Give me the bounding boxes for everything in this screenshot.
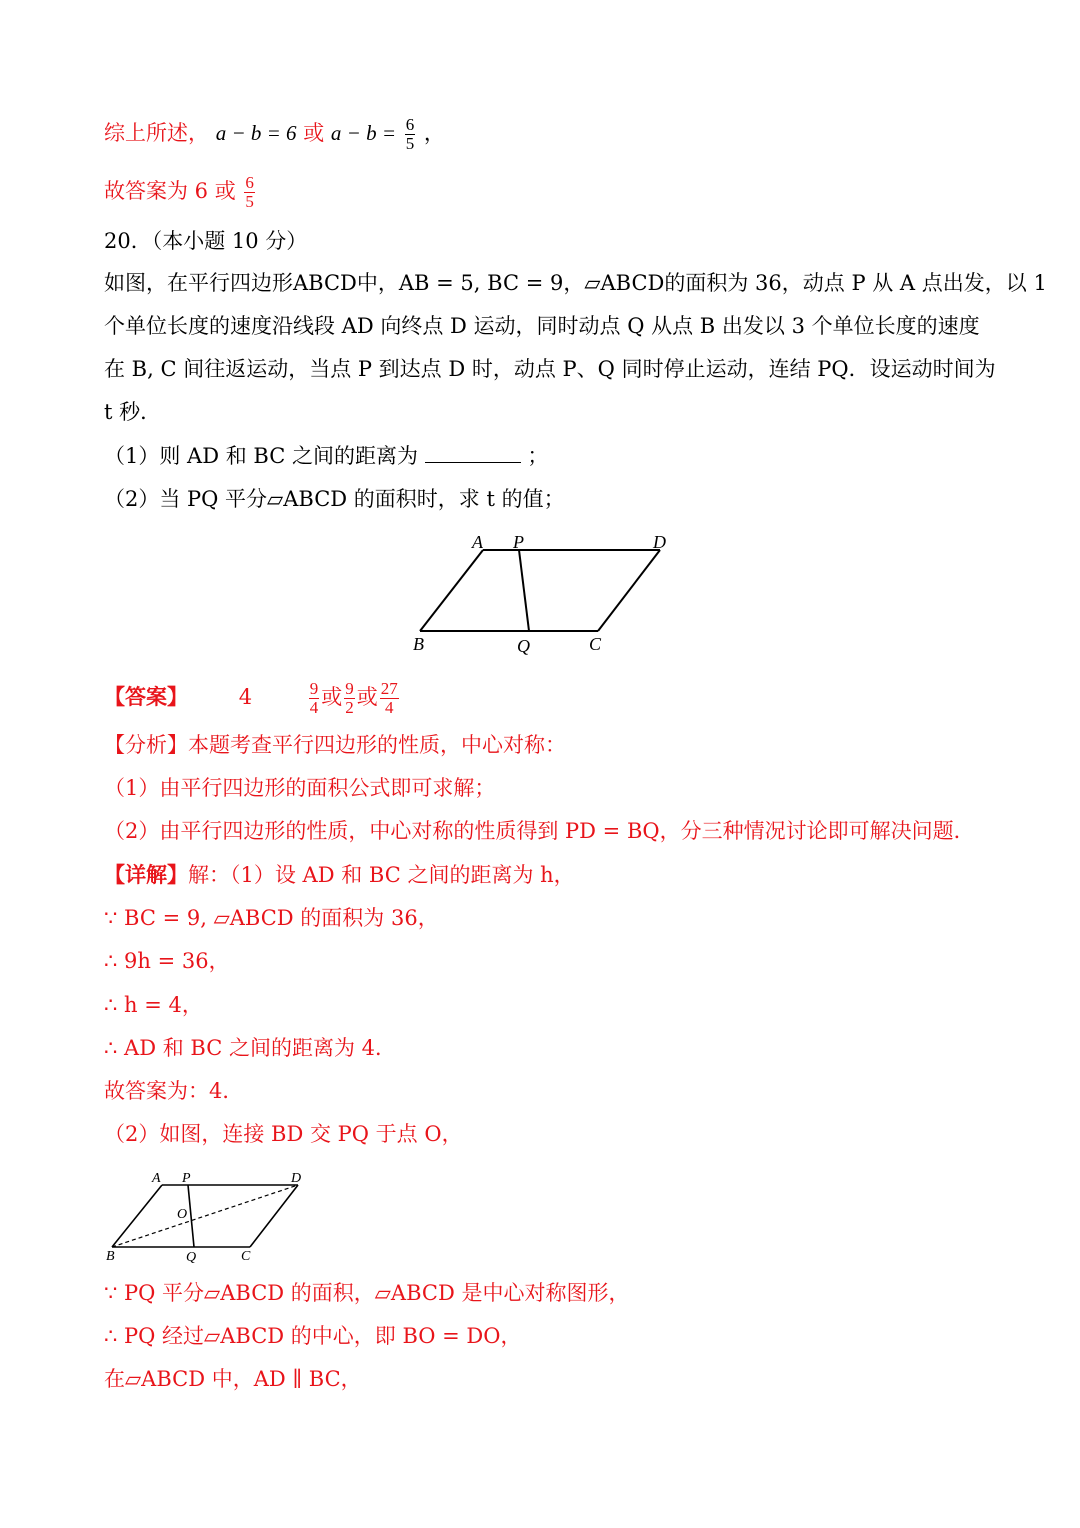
label-p-2: P [182, 1171, 191, 1186]
analysis-2: （2）由平行四边形的性质，中心对称的性质得到 PD = BQ，分三种情况讨论即可解决问题． [104, 819, 975, 843]
parallelogram-figure-1 [405, 528, 685, 656]
detail-2: ∵ BC = 9, ▱ABCD 的面积为 36， [104, 906, 439, 930]
label-a-2: A [152, 1171, 161, 1186]
label-p: P [513, 532, 524, 552]
detail-4: ∴ h = 4， [104, 993, 203, 1017]
answer-frac-27-4: $\frac{27}{4}$ [380, 679, 398, 717]
detail-label: 【详解】 [104, 862, 188, 887]
segment-pq [519, 550, 529, 631]
or-text: 或 [303, 121, 325, 145]
equation-2: a − b = [330, 121, 396, 145]
label-d: D [653, 532, 666, 552]
analysis-1: （1）由平行四边形的面积公式即可求解； [104, 776, 496, 800]
detail-5: ∴ AD 和 BC 之间的距离为 4． [104, 1036, 396, 1060]
conclusion-text: 综上所述， [104, 121, 209, 145]
side-dc [598, 550, 660, 631]
question-para-4: t 秒． [104, 400, 162, 424]
answer-label: 【答案】 [104, 684, 188, 709]
segment-pq-2 [188, 1185, 194, 1247]
label-c-2: C [241, 1249, 251, 1264]
detail-8: ∵ PQ 平分▱ABCD 的面积，▱ABCD 是中心对称图形， [104, 1281, 630, 1305]
answer-summary-line [104, 174, 257, 211]
equation-1: a − b = 6 [215, 121, 297, 145]
question-header: 20．（本小题 10 分） [104, 229, 308, 253]
side-dc-2 [250, 1185, 298, 1247]
label-b: B [413, 634, 424, 654]
sub-question-2: （2）当 PQ 平分▱ABCD 的面积时，求 t 的值； [104, 487, 565, 511]
answer-blank [425, 442, 521, 463]
fraction-6-5: $\frac{6}{5}$ [405, 115, 415, 153]
side-ab-2 [112, 1185, 162, 1247]
analysis-header: 【分析】本题考查平行四边形的性质，中心对称： [104, 733, 566, 757]
detail-6: 故答案为：4． [104, 1079, 244, 1103]
side-ab [420, 550, 483, 631]
label-b-2: B [106, 1249, 115, 1264]
parallelogram-figure-2 [100, 1165, 320, 1265]
detail-1: 【详解】解：（1）设 AD 和 BC 之间的距离为 h， [104, 862, 575, 887]
diagonal-bd [112, 1185, 298, 1247]
label-d-2: D [291, 1171, 302, 1186]
label-o-2: O [177, 1207, 188, 1222]
answer-1: 4 [238, 685, 253, 709]
label-c: C [589, 634, 602, 654]
answer-frac-9-4: $\frac{9}{4}$ [309, 679, 319, 717]
question-para-1: 如图，在平行四边形ABCD中，AB = 5, BC = 9，▱ABCD的面积为 36，动点 P 从 A 点出发，以 1 [104, 271, 1047, 295]
answer-line: 【答案】 4 $\frac{9}{4}$ 或 $\frac{9}{2}$ 或 $\frac{27}{4}$ [104, 679, 398, 717]
label-q-2: Q [186, 1250, 197, 1265]
label-q: Q [517, 636, 530, 656]
answer-frac-9-2: $\frac{9}{2}$ [345, 679, 354, 717]
detail-7: （2）如图，连接 BD 交 PQ 于点 O， [104, 1122, 463, 1146]
detail-9: ∴ PQ 经过▱ABCD 的中心，即 BO = DO， [104, 1324, 522, 1348]
answer-summary-text: 故答案为 6 或 [104, 179, 236, 203]
sub-question-1: （1）则 AD 和 BC 之间的距离为 ； [104, 444, 549, 468]
conclusion-line: 综上所述， a − b = 6 或 a − b = $\frac{6}{5}$ ， [104, 115, 445, 153]
detail-3: ∴ 9h = 36， [104, 949, 230, 973]
detail-10: 在▱ABCD 中，AD ∥ BC， [104, 1367, 362, 1391]
question-para-2: 个单位长度的速度沿线段 AD 向终点 D 运动，同时动点 Q 从点 B 出发以 3 个单位长度的速度 [104, 314, 980, 338]
question-para-3: 在 B, C 间往返运动，当点 P 到达点 D 时，动点 P、Q 同时停止运动，连结 PQ．设运动时间为 [104, 357, 996, 381]
fraction-6-5-b: $\frac{6}{5}$ [245, 173, 254, 211]
label-a: A [472, 532, 483, 552]
